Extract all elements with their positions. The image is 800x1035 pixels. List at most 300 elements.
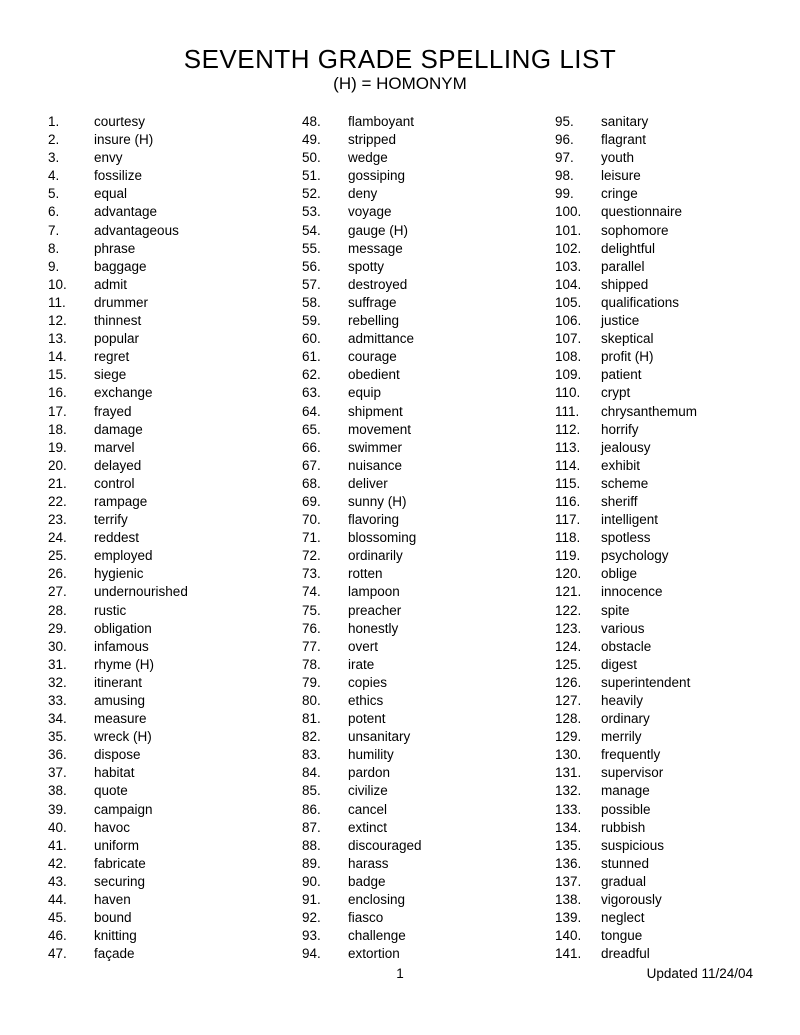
item-word: overt xyxy=(348,638,379,654)
item-number: 89. xyxy=(302,855,321,871)
list-item xyxy=(555,547,795,565)
item-word: extortion xyxy=(348,946,400,962)
item-word: preacher xyxy=(348,602,402,618)
item-number: 22. xyxy=(48,493,67,509)
item-word: voyage xyxy=(348,204,392,220)
item-number: 125. xyxy=(555,656,582,672)
item-number: 112. xyxy=(555,421,581,437)
item-number: 135. xyxy=(555,837,582,853)
item-word: stunned xyxy=(601,855,650,871)
item-number: 106. xyxy=(555,313,582,329)
item-number: 82. xyxy=(302,729,321,745)
item-word: obedient xyxy=(348,367,400,383)
item-number: 3. xyxy=(48,150,60,166)
list-item xyxy=(302,131,542,149)
item-number: 26. xyxy=(48,566,67,582)
item-number: 57. xyxy=(302,276,321,292)
list-item xyxy=(555,421,795,439)
item-word: courtesy xyxy=(94,114,146,129)
list-item xyxy=(48,348,288,366)
list-item xyxy=(555,240,795,258)
list-item xyxy=(555,837,795,855)
list-item xyxy=(48,203,288,221)
item-number: 71. xyxy=(302,530,321,546)
list-item xyxy=(48,547,288,565)
list-item xyxy=(302,927,542,945)
item-number: 139. xyxy=(555,910,582,926)
list-item xyxy=(555,276,795,294)
updated-date: Updated 11/24/04 xyxy=(646,966,753,981)
list-item xyxy=(555,203,795,221)
item-number: 78. xyxy=(302,656,321,672)
item-number: 85. xyxy=(302,783,321,799)
item-word: baggage xyxy=(94,258,147,274)
list-item xyxy=(302,638,542,656)
item-word: irate xyxy=(348,656,375,672)
item-number: 93. xyxy=(302,928,321,944)
list-item xyxy=(302,258,542,276)
item-word: shipped xyxy=(601,276,649,292)
item-number: 37. xyxy=(48,765,67,781)
item-word: façade xyxy=(94,946,135,962)
item-word: fiasco xyxy=(348,910,384,926)
list-item xyxy=(555,457,795,475)
list-item xyxy=(555,583,795,601)
list-item xyxy=(48,131,288,149)
list-item xyxy=(48,384,288,402)
item-number: 113. xyxy=(555,439,581,455)
item-number: 137. xyxy=(555,873,582,889)
item-number: 132. xyxy=(555,783,582,799)
item-word: obstacle xyxy=(601,638,652,654)
list-item xyxy=(555,529,795,547)
item-number: 8. xyxy=(48,240,60,256)
item-word: rubbish xyxy=(601,819,646,835)
list-item xyxy=(302,782,542,800)
list-item xyxy=(555,873,795,891)
list-item xyxy=(555,656,795,674)
list-item xyxy=(302,565,542,583)
list-item xyxy=(48,529,288,547)
item-number: 120. xyxy=(555,566,582,582)
item-word: humility xyxy=(348,747,394,763)
list-item xyxy=(48,692,288,710)
list-item xyxy=(302,746,542,764)
list-item xyxy=(555,366,795,384)
list-item xyxy=(48,240,288,258)
item-word: civilize xyxy=(348,783,388,799)
item-number: 48. xyxy=(302,114,321,129)
item-word: spite xyxy=(601,602,630,618)
item-number: 6. xyxy=(48,204,60,220)
list-item xyxy=(48,710,288,728)
item-number: 20. xyxy=(48,457,67,473)
item-word: suffrage xyxy=(348,294,397,310)
item-number: 81. xyxy=(302,711,321,727)
list-item xyxy=(48,113,288,131)
list-item xyxy=(48,403,288,421)
page-subtitle: (H) = HOMONYM xyxy=(333,74,467,93)
item-word: patient xyxy=(601,367,642,383)
list-item xyxy=(48,294,288,312)
list-item xyxy=(48,837,288,855)
item-word: blossoming xyxy=(348,530,417,546)
item-number: 61. xyxy=(302,349,321,365)
item-number: 102. xyxy=(555,240,582,256)
item-word: superintendent xyxy=(601,674,691,690)
list-item xyxy=(302,457,542,475)
list-item xyxy=(302,384,542,402)
item-word: harass xyxy=(348,855,389,871)
item-word: frequently xyxy=(601,747,661,763)
item-number: 10. xyxy=(48,276,67,292)
item-number: 59. xyxy=(302,313,321,329)
list-item xyxy=(302,547,542,565)
item-word: popular xyxy=(94,331,140,347)
item-number: 33. xyxy=(48,693,67,708)
item-word: gossiping xyxy=(348,168,406,184)
list-item xyxy=(302,728,542,746)
item-number: 41. xyxy=(48,837,67,853)
item-number: 17. xyxy=(48,403,67,419)
list-item xyxy=(555,113,795,131)
item-number: 91. xyxy=(302,892,321,908)
item-word: nuisance xyxy=(348,457,403,473)
item-word: youth xyxy=(601,150,635,166)
item-word: supervisor xyxy=(601,765,664,781)
list-item xyxy=(302,149,542,167)
item-word: insure (H) xyxy=(94,132,154,148)
item-number: 105. xyxy=(555,294,582,310)
list-item xyxy=(555,167,795,185)
list-item xyxy=(302,602,542,620)
item-word: envy xyxy=(94,150,123,166)
item-number: 83. xyxy=(302,747,321,763)
list-item xyxy=(302,891,542,909)
item-number: 11. xyxy=(48,294,66,310)
item-word: exchange xyxy=(94,385,153,401)
item-number: 98. xyxy=(555,168,574,184)
item-word: jealousy xyxy=(601,439,651,455)
item-number: 77. xyxy=(302,638,321,654)
item-number: 1. xyxy=(48,114,60,129)
item-word: neglect xyxy=(601,910,645,926)
item-number: 39. xyxy=(48,801,67,817)
item-word: rotten xyxy=(348,566,383,582)
list-item xyxy=(48,782,288,800)
item-number: 108. xyxy=(555,349,582,365)
item-number: 121. xyxy=(555,584,582,600)
item-number: 21. xyxy=(48,475,67,491)
list-item xyxy=(302,674,542,692)
list-item xyxy=(302,439,542,457)
list-item xyxy=(48,855,288,873)
item-word: honestly xyxy=(348,620,399,636)
item-word: sophomore xyxy=(601,222,669,238)
item-word: obligation xyxy=(94,620,152,636)
item-number: 76. xyxy=(302,620,321,636)
list-item xyxy=(302,294,542,312)
item-word: haven xyxy=(94,892,131,908)
item-word: infamous xyxy=(94,638,149,654)
item-number: 63. xyxy=(302,385,321,401)
list-item xyxy=(302,185,542,203)
item-word: control xyxy=(94,475,135,491)
item-number: 138. xyxy=(555,892,582,908)
list-item xyxy=(302,366,542,384)
item-number: 97. xyxy=(555,150,574,166)
item-number: 51. xyxy=(302,168,321,184)
item-word: unsanitary xyxy=(348,729,411,745)
item-number: 66. xyxy=(302,439,321,455)
item-word: regret xyxy=(94,349,130,365)
list-item xyxy=(48,330,288,348)
item-word: sunny (H) xyxy=(348,493,407,509)
item-number: 2. xyxy=(48,132,60,148)
item-number: 46. xyxy=(48,928,67,944)
list-item xyxy=(555,185,795,203)
item-word: delayed xyxy=(94,457,142,473)
list-item xyxy=(48,764,288,782)
item-word: extinct xyxy=(348,819,388,835)
list-item xyxy=(48,276,288,294)
item-number: 117. xyxy=(555,512,581,528)
item-number: 62. xyxy=(302,367,321,383)
item-number: 28. xyxy=(48,602,67,618)
item-word: potent xyxy=(348,711,386,727)
item-number: 73. xyxy=(302,566,321,582)
item-word: securing xyxy=(94,873,146,889)
list-item xyxy=(555,620,795,638)
list-item xyxy=(555,638,795,656)
item-number: 86. xyxy=(302,801,321,817)
item-number: 88. xyxy=(302,837,321,853)
item-word: uniform xyxy=(94,837,140,853)
item-word: wedge xyxy=(348,150,388,166)
item-word: knitting xyxy=(94,928,137,944)
list-item xyxy=(555,294,795,312)
item-word: ordinarily xyxy=(348,548,403,564)
item-number: 92. xyxy=(302,910,321,926)
item-word: spotty xyxy=(348,258,385,274)
list-item xyxy=(48,185,288,203)
item-number: 32. xyxy=(48,674,67,690)
list-item xyxy=(555,855,795,873)
item-word: flamboyant xyxy=(348,114,415,129)
item-number: 58. xyxy=(302,294,321,310)
item-word: cringe xyxy=(601,186,638,202)
list-item xyxy=(555,384,795,402)
item-word: havoc xyxy=(94,819,131,835)
list-item xyxy=(555,728,795,746)
list-item xyxy=(555,493,795,511)
list-item xyxy=(302,348,542,366)
item-number: 35. xyxy=(48,729,67,745)
item-number: 109. xyxy=(555,367,582,383)
list-item xyxy=(48,909,288,927)
list-item xyxy=(555,945,795,963)
item-number: 79. xyxy=(302,674,321,690)
item-number: 55. xyxy=(302,240,321,256)
item-word: chrysanthemum xyxy=(601,403,698,419)
item-word: crypt xyxy=(601,385,631,401)
spelling-list-column-3 xyxy=(555,113,795,963)
list-item xyxy=(48,439,288,457)
list-item xyxy=(48,222,288,240)
list-item xyxy=(302,421,542,439)
item-number: 110. xyxy=(555,385,581,401)
page-number: 1 xyxy=(396,966,404,981)
list-item xyxy=(48,746,288,764)
item-word: frayed xyxy=(94,403,132,419)
list-item xyxy=(302,475,542,493)
item-number: 24. xyxy=(48,530,67,546)
item-number: 131. xyxy=(555,765,582,781)
item-number: 34. xyxy=(48,711,67,727)
item-number: 129. xyxy=(555,729,582,745)
item-word: gauge (H) xyxy=(348,222,409,238)
item-word: marvel xyxy=(94,439,135,455)
list-item xyxy=(555,710,795,728)
list-item xyxy=(555,475,795,493)
item-word: thinnest xyxy=(94,313,142,329)
item-word: discouraged xyxy=(348,837,422,853)
item-number: 94. xyxy=(302,946,321,962)
item-word: intelligent xyxy=(601,512,659,528)
item-number: 84. xyxy=(302,765,321,781)
item-number: 53. xyxy=(302,204,321,220)
item-number: 90. xyxy=(302,873,321,889)
item-word: flavoring xyxy=(348,512,400,528)
list-item xyxy=(302,945,542,963)
item-number: 4. xyxy=(48,168,60,184)
list-item xyxy=(555,764,795,782)
item-word: heavily xyxy=(601,693,644,708)
spelling-list-column-1 xyxy=(48,113,288,963)
list-item xyxy=(555,602,795,620)
item-number: 141. xyxy=(555,946,582,962)
item-number: 107. xyxy=(555,331,582,347)
item-number: 64. xyxy=(302,403,321,419)
item-word: bound xyxy=(94,910,132,926)
item-word: qualifications xyxy=(601,294,680,310)
list-item xyxy=(555,348,795,366)
list-item xyxy=(48,674,288,692)
item-word: rebelling xyxy=(348,313,400,329)
item-word: copies xyxy=(348,674,388,690)
list-item xyxy=(302,801,542,819)
item-word: horrify xyxy=(601,421,639,437)
item-number: 136. xyxy=(555,855,582,871)
item-word: swimmer xyxy=(348,439,402,455)
item-word: deny xyxy=(348,186,378,202)
item-number: 47. xyxy=(48,946,67,962)
item-word: movement xyxy=(348,421,412,437)
item-word: possible xyxy=(601,801,651,817)
list-item xyxy=(48,873,288,891)
item-word: challenge xyxy=(348,928,406,944)
item-number: 69. xyxy=(302,493,321,509)
list-item xyxy=(48,511,288,529)
list-item xyxy=(48,583,288,601)
list-item xyxy=(302,240,542,258)
list-item xyxy=(555,909,795,927)
item-word: wreck (H) xyxy=(94,729,152,745)
item-number: 124. xyxy=(555,638,582,654)
item-number: 128. xyxy=(555,711,582,727)
item-word: exhibit xyxy=(601,457,641,473)
item-number: 14. xyxy=(48,349,67,365)
list-item xyxy=(302,113,542,131)
item-word: damage xyxy=(94,421,143,437)
list-item xyxy=(48,565,288,583)
item-number: 122. xyxy=(555,602,582,618)
item-word: drummer xyxy=(94,294,149,310)
list-item xyxy=(302,710,542,728)
list-item xyxy=(302,855,542,873)
item-number: 13. xyxy=(48,331,67,347)
item-word: rustic xyxy=(94,602,127,618)
list-item xyxy=(302,873,542,891)
list-item xyxy=(555,927,795,945)
item-number: 114. xyxy=(555,457,581,473)
item-number: 27. xyxy=(48,584,67,600)
item-number: 70. xyxy=(302,512,321,528)
item-word: amusing xyxy=(94,693,146,708)
item-word: ethics xyxy=(348,693,384,708)
item-number: 31. xyxy=(48,656,67,672)
list-item xyxy=(555,439,795,457)
list-item xyxy=(48,927,288,945)
item-word: parallel xyxy=(601,258,645,274)
list-item xyxy=(48,421,288,439)
item-word: oblige xyxy=(601,566,638,582)
item-number: 118. xyxy=(555,530,581,546)
list-item xyxy=(48,656,288,674)
item-number: 16. xyxy=(48,385,67,401)
item-word: habitat xyxy=(94,765,135,781)
item-number: 95. xyxy=(555,114,574,129)
item-word: justice xyxy=(601,313,640,329)
item-word: digest xyxy=(601,656,638,672)
item-number: 115. xyxy=(555,475,581,491)
list-item xyxy=(555,782,795,800)
item-word: dreadful xyxy=(601,946,650,962)
list-item xyxy=(302,819,542,837)
item-word: psychology xyxy=(601,548,669,564)
list-item xyxy=(302,620,542,638)
item-number: 96. xyxy=(555,132,574,148)
list-item xyxy=(555,258,795,276)
item-word: rhyme (H) xyxy=(94,656,154,672)
item-number: 80. xyxy=(302,693,321,708)
item-number: 56. xyxy=(302,258,321,274)
item-number: 103. xyxy=(555,258,582,274)
item-number: 23. xyxy=(48,512,67,528)
list-item xyxy=(48,312,288,330)
item-number: 19. xyxy=(48,439,67,455)
list-item xyxy=(48,891,288,909)
item-number: 40. xyxy=(48,819,67,835)
item-number: 119. xyxy=(555,548,581,564)
item-number: 65. xyxy=(302,421,321,437)
list-item xyxy=(555,149,795,167)
list-item xyxy=(555,330,795,348)
list-item xyxy=(555,746,795,764)
item-number: 54. xyxy=(302,222,321,238)
item-word: enclosing xyxy=(348,892,406,908)
list-item xyxy=(48,801,288,819)
